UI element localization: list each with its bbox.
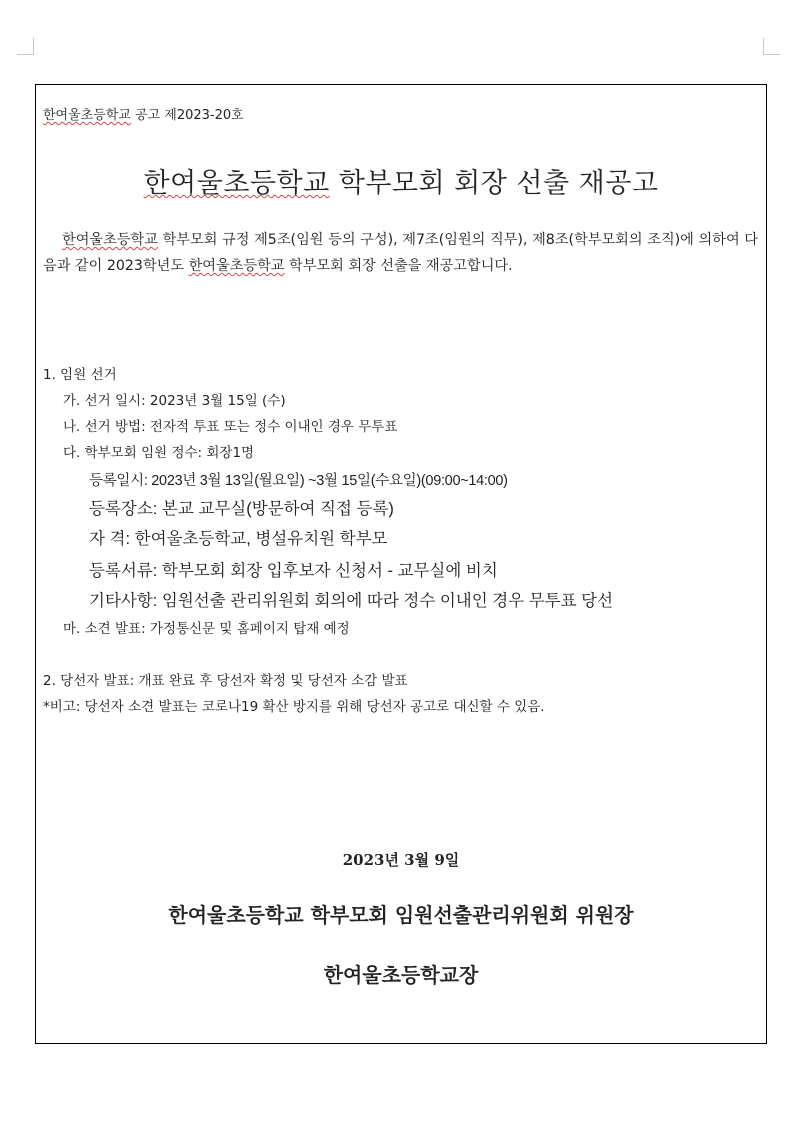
registration-period: 등록일시: 2023년 3월 13일(월요일) ~3월 15일(수요일)(09:00~14:00) (89, 473, 508, 489)
remark: *비고: 당선자 소견 발표는 코로나19 확산 방지를 위해 당선자 공고로 대신할 수 있음. (43, 699, 545, 715)
registration-documents: 등록서류: 학부모회 회장 입후보자 신청서 - 교무실에 비치 (89, 562, 498, 580)
intro-paragraph (43, 227, 758, 279)
election-date: 가. 선거 일시: 2023년 3월 15일 (수) (63, 393, 286, 409)
election-method: 나. 선거 방법: 전자적 투표 또는 정수 이내인 경우 무투표 (63, 419, 398, 435)
registration-place: 등록장소: 본교 교무실(방문하여 직접 등록) (89, 500, 394, 518)
eligibility: 자 격: 한여울초등학교, 병설유치원 학부모 (89, 530, 388, 548)
committee-chair: 한여울초등학교 학부모회 임원선출관리위원회 위원장 (168, 903, 634, 927)
title-school: 한여울초등학교 (143, 168, 330, 199)
intro-school-2: 한여울초등학교 (188, 258, 285, 274)
notice-number-school: 한여울초등학교 (43, 108, 131, 123)
notice-date: 2023년 3월 9일 (342, 851, 460, 869)
intro-school-1: 한여울초등학교 (62, 232, 158, 248)
page-corner-mark-left (17, 38, 34, 55)
officer-quota: 다. 학부모회 임원 정수: 회장1명 (63, 445, 255, 461)
title-text: 학부모회 회장 선출 재공고 (329, 168, 659, 199)
intro-part-1: 학부모회 규정 제5조(임원 등의 구성), 제7조(임원의 직무), 제8조(학부모회의 조직)에 의하여 다음과 같이 2023학년도 (43, 232, 758, 274)
section-2-heading: 2. 당선자 발표: 개표 완료 후 당선자 확정 및 당선자 소감 발표 (43, 673, 408, 689)
other-matters: 기타사항: 임원선출 관리위원회 회의에 따라 정수 이내인 경우 무투표 당선 (89, 592, 614, 610)
page-corner-mark-right (763, 38, 780, 55)
opinion-announcement: 마. 소견 발표: 가정통신문 및 홈페이지 탑재 예정 (63, 621, 350, 637)
notice-number (43, 104, 244, 123)
intro-part-2: 학부모회 회장 선출을 재공고합니다. (284, 258, 513, 274)
notice-number-text: 공고 제2023-20호 (130, 108, 244, 123)
notice-frame (35, 84, 767, 1044)
document-title (36, 161, 766, 200)
section-1-heading: 1. 임원 선거 (43, 367, 117, 383)
principal: 한여울초등학교장 (323, 963, 479, 987)
